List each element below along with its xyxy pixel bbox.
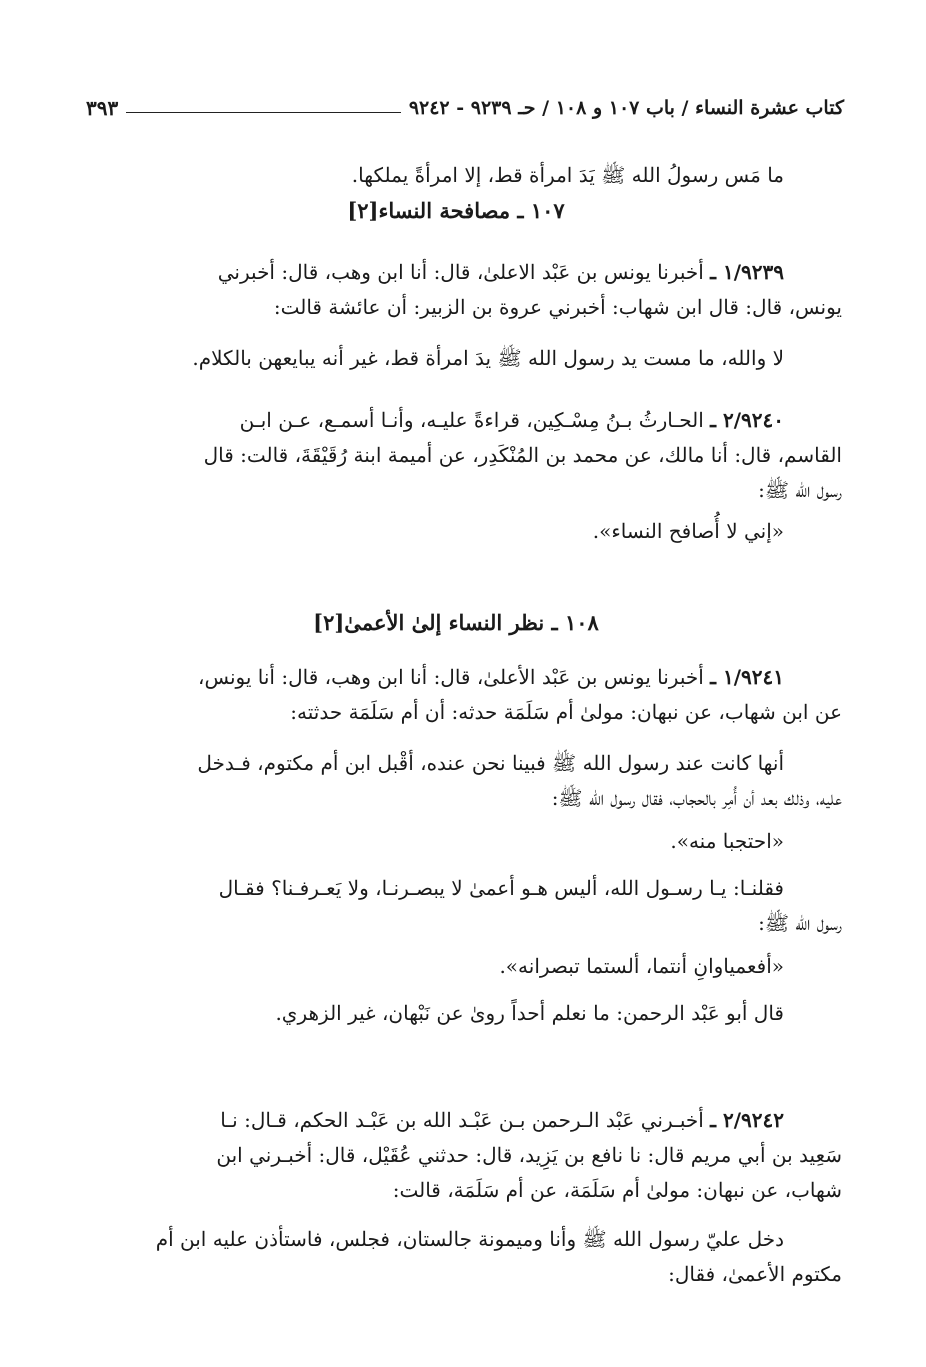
page-number: ٣٩٣ [86, 96, 119, 120]
header-rule [126, 112, 401, 113]
hadith-number: ١/٩٢٤١ ـ [710, 665, 784, 689]
isnad-line: يونس، قال: قال ابن شهاب: أخبرني عروة بن الزبير: أن عائشة قالت: [273, 295, 842, 319]
hadith-9241 [70, 660, 842, 1031]
quote: «أفعمياوانِ أنتما، ألستما تبصرانه». [499, 954, 784, 978]
chapter-108-title: ١٠٨ ـ نظر النساء إلىٰ الأعمىٰ[٢] [313, 610, 599, 635]
hadith-number: ٢/٩٢٤٢ ـ [710, 1108, 784, 1132]
isnad-line: عن ابن شهاب، عن نبهان: مولىٰ أم سَلَمَة حدثه: أن أم سَلَمَة حدثته: [290, 700, 842, 724]
isnad-line: رسول الله ﷺ: [758, 478, 842, 502]
chapter-107-title: ١٠٧ ـ مصافحة النساء[٢] [347, 198, 565, 223]
quote: «احتجبا منه». [670, 829, 784, 853]
hadith-9240 [70, 403, 842, 549]
header-title: كتاب عشرة النساء / باب ١٠٧ و ١٠٨ / حـ ٩٢٣٩ - ٩٢٤٢ [408, 97, 844, 119]
isnad-line: القاسم، قال: أنا مالك، عن محمد بن المُنْكَدِر، عن أميمة ابنة رُقَيْقَةَ، قالت: قال [203, 443, 842, 467]
matn-line: أنها كانت عند رسول الله ﷺ فبينا نحن عنده، أقْبل ابن أم مكتوم، فـدخل [197, 751, 784, 775]
matn-line: عليه، وذلك بعد أن أُمِر بالحجاب، فقال رسول الله ﷺ: [551, 786, 842, 810]
reply-line: رسول الله ﷺ: [758, 911, 842, 935]
comment: قال أبو عَبْد الرحمن: ما نعلم أحداً روىٰ عن نَبْهان، غير الزهري. [275, 1001, 784, 1025]
matn-line: مكتوم الأعمىٰ، فقال: [668, 1262, 842, 1286]
isnad-line: شهاب، عن نبهان: مولىٰ أم سَلَمَة، عن أم سَلَمَة، قالت: [392, 1178, 842, 1202]
matn: لا والله، ما مست يد رسول الله ﷺ يدَ امرأة قط، غير أنه يبايعهن بالكلام. [192, 346, 784, 370]
matn-line: دخل عليّ رسول الله ﷺ وأنا وميمونة جالستان، فجلس، فاستأذن عليه ابن أم [155, 1227, 784, 1251]
isnad-line: أخبرنا يونس بن عَبْد الأعلىٰ، قال: أنا ابن وهب، قال: أنا يونس، [198, 665, 704, 689]
isnad-line: أخبـرني عَبْد الـرحمن بـن عَبْـد الله بن عَبْـد الحكم، قـال: نـا [220, 1108, 704, 1132]
continued-text [70, 158, 842, 193]
hadith-number: ٢/٩٢٤٠ ـ [710, 408, 784, 432]
running-header [86, 92, 844, 124]
isnad-line: سَعِيد بن أبي مريم قال: نا نافع بن يَزِيد، قال: حدثني عُقَيْل، قال: أخبـرني ابن [216, 1143, 842, 1167]
top-line: ما مَس رسولُ الله ﷺ يَدَ امرأة قط، إلا امرأةً يملكها. [351, 163, 784, 187]
reply-line: فقلنـا: يـا رسـول الله، أليس هـو أعمىٰ لا يبصـرنـا، ولا يَعـرفـنا؟ فقـال [218, 876, 784, 900]
isnad-line: أخبرنا يونس بن عَبْد الاعلىٰ، قال: أنا ابن وهب، قال: أخبرني [217, 260, 704, 284]
matn-quote: «إني لا أُصافح النساء». [592, 519, 784, 543]
hadith-9242 [70, 1103, 842, 1292]
hadith-number: ١/٩٢٣٩ ـ [710, 260, 784, 284]
isnad-line: الحـارثُ بـنُ مِسْـكِين، قراءةً عليـه، وأنـا أسمـع، عـن ابـن [239, 408, 704, 432]
hadith-9239 [70, 255, 842, 376]
